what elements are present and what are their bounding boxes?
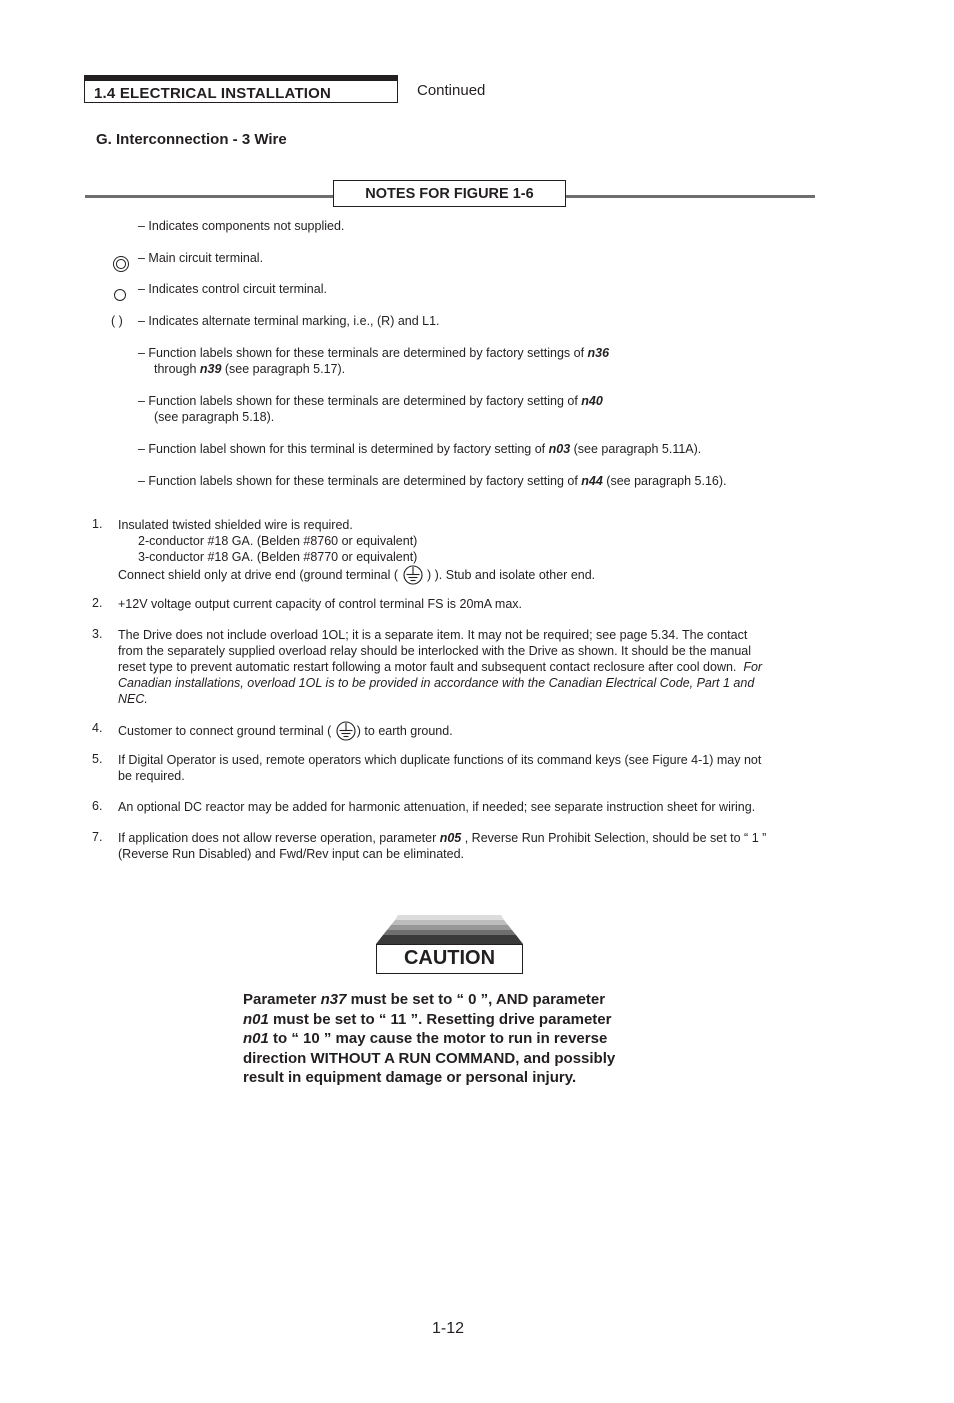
- note-italic-text: For: [743, 660, 763, 674]
- param-n03: n03: [548, 442, 571, 456]
- notes-rule-left: [85, 195, 335, 198]
- note-italic-text: Canadian installations, overload 1OL is to be provided in accordance with the Canadian Electrical Code, Part 1 and: [118, 676, 755, 690]
- legend-function-n44: [138, 473, 818, 489]
- note-text: (Reverse Run Disabled) and Fwd/Rev input can be eliminated.: [118, 847, 465, 861]
- note-1: [118, 517, 417, 565]
- caution-line: to “ 10 ” may cause the motor to run in reverse: [268, 1030, 608, 1047]
- note-text: If Digital Operator is used, remote operators which duplicate functions of its command keys (see Figure 4-1) may not: [118, 753, 762, 767]
- param-n40: n40: [581, 394, 603, 408]
- note-text: be required.: [118, 769, 185, 783]
- note-text: ) to earth ground.: [356, 724, 453, 738]
- note-3: [118, 627, 818, 707]
- legend-text: – Function labels shown for these terminals are determined by factory setting of: [138, 474, 582, 488]
- note-text: 3-conductor #18 GA. (Belden #8770 or equivalent): [138, 550, 418, 564]
- legend-main-circuit: – Main circuit terminal.: [138, 251, 264, 265]
- note-text: , Reverse Run Prohibit Selection, should be set to “ 1 ”: [461, 831, 767, 845]
- legend-alternate-marking: – Indicates alternate terminal marking, i.e., (R) and L1.: [138, 314, 440, 328]
- note-text: The Drive does not include overload 1OL; it is a separate item. It may not be required; see page 5.34. The contact: [118, 628, 748, 642]
- caution-line: must be set to “ 0 ”, AND parameter: [346, 991, 606, 1008]
- note-text: Customer to connect ground terminal (: [118, 724, 332, 738]
- legend-text: through: [154, 362, 200, 376]
- legend-text: – Function labels shown for these terminals are determined by factory settings of: [138, 346, 588, 360]
- param-n37: n37: [320, 991, 347, 1008]
- note-7: [118, 830, 818, 862]
- main-terminal-icon: [113, 256, 129, 272]
- param-n36: n36: [587, 346, 610, 360]
- note-number: 4.: [92, 721, 103, 735]
- legend-text: (see paragraph 5.16).: [602, 474, 727, 488]
- caution-line: Parameter: [243, 991, 321, 1008]
- param-n05: n05: [439, 831, 462, 845]
- legend-text: – Function label shown for this terminal is determined by factory setting of: [138, 442, 549, 456]
- caution-header-graphic: [376, 915, 523, 945]
- legend-function-n40: [138, 393, 818, 425]
- note-1-shield-line: [118, 565, 595, 585]
- caution-line: result in equipment damage or personal injury.: [243, 1069, 577, 1086]
- param-n01: n01: [243, 1030, 269, 1047]
- note-number: 5.: [92, 752, 103, 766]
- legend-control-circuit: – Indicates control circuit terminal.: [138, 282, 327, 296]
- legend-function-n36: [138, 345, 818, 377]
- subsection-title: G. Interconnection - 3 Wire: [96, 131, 287, 148]
- legend-function-n03: [138, 441, 818, 457]
- note-italic-text: NEC.: [118, 692, 148, 706]
- caution-line: direction WITHOUT A RUN COMMAND, and possibly: [243, 1049, 616, 1067]
- note-text: If application does not allow reverse operation, parameter: [118, 831, 440, 845]
- control-terminal-icon: [114, 289, 126, 301]
- legend-text: – Function labels shown for these terminals are determined by factory setting of: [138, 394, 582, 408]
- ground-icon: [335, 721, 357, 741]
- param-n01: n01: [243, 1010, 269, 1028]
- note-number: 7.: [92, 830, 103, 844]
- legend-text: (see paragraph 5.17).: [221, 362, 346, 376]
- notes-title: NOTES FOR FIGURE 1-6: [365, 186, 534, 202]
- caution-line: must be set to “ 11 ”. Resetting drive parameter: [268, 1010, 612, 1028]
- note-text: 2-conductor #18 GA. (Belden #8760 or equivalent): [138, 534, 418, 548]
- note-5: [118, 752, 818, 784]
- note-text: from the separately supplied overload relay should be interlocked with the Drive as shown. It should be the manual: [118, 644, 751, 658]
- note-number: 1.: [92, 517, 103, 531]
- caution-text: [243, 990, 683, 1088]
- notes-rule-right: [565, 195, 815, 198]
- continued-label: Continued: [417, 82, 486, 99]
- section-title: 1.4 ELECTRICAL INSTALLATION: [94, 85, 332, 102]
- legend-not-supplied: – Indicates components not supplied.: [138, 219, 345, 233]
- note-text: ) ). Stub and isolate other end.: [426, 568, 596, 582]
- note-number: 3.: [92, 627, 103, 641]
- legend-text: (see paragraph 5.11A).: [570, 442, 702, 456]
- note-4: [118, 721, 453, 741]
- ground-icon: [402, 565, 424, 585]
- caution-label: CAUTION: [403, 947, 496, 969]
- note-6: An optional DC reactor may be added for harmonic attenuation, if needed; see separate instruction sheet for wiring.: [118, 800, 756, 814]
- note-2: +12V voltage output current capacity of control terminal FS is 20mA max.: [118, 597, 523, 611]
- page-number: 1-12: [432, 1320, 465, 1337]
- note-text: Connect shield only at drive end (ground terminal (: [118, 568, 399, 582]
- param-n39: n39: [199, 362, 222, 376]
- legend-text: (see paragraph 5.18).: [154, 410, 275, 424]
- param-n44: n44: [581, 474, 603, 488]
- note-text: reset type to prevent automatic restart following a motor fault and subsequent contact reclosure after cool down.: [118, 660, 737, 674]
- note-number: 2.: [92, 596, 103, 610]
- note-text: Insulated twisted shielded wire is required.: [118, 518, 353, 532]
- alternate-marking-symbol: ( ): [111, 314, 123, 328]
- note-number: 6.: [92, 799, 103, 813]
